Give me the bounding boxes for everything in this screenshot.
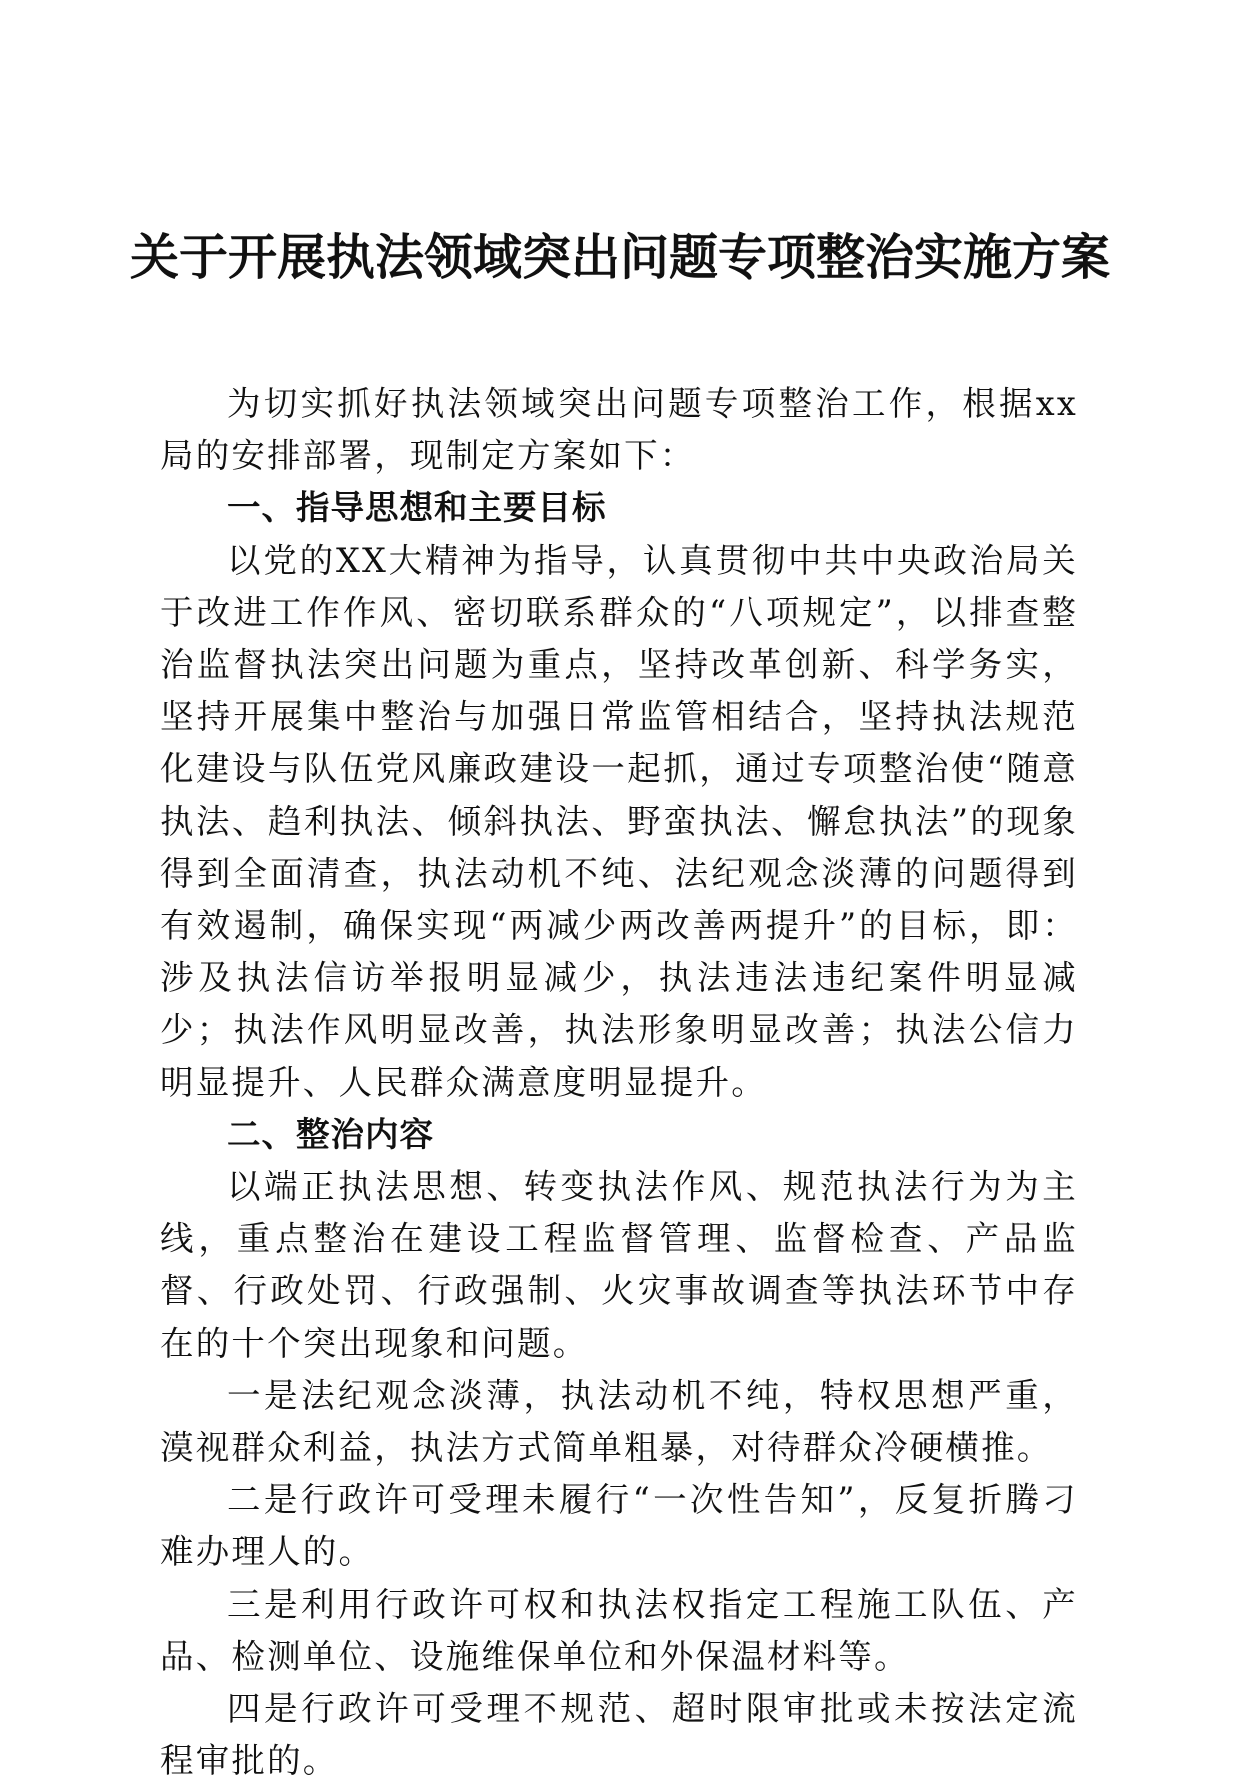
document-title: 关于开展执法领域突出问题专项整治实施方案 xyxy=(129,228,1110,286)
intro-paragraph: 为切实抓好执法领域突出问题专项整治工作，根据xx局的安排部署，现制定方案如下： xyxy=(160,384,1078,476)
section-heading-guiding-principles: 一、指导思想和主要目标 xyxy=(227,488,607,528)
issue-item-2: 二是行政许可受理未履行“一次性告知”，反复折腾刁难办理人的。 xyxy=(160,1480,1078,1572)
issue-item-1: 一是法纪观念淡薄，执法动机不纯，特权思想严重，漠视群众利益，执法方式简单粗暴，对待群众冷硬横推。 xyxy=(160,1375,1078,1468)
rectification-content-paragraph: 以端正执法思想、转变执法作风、规范执法行为为主线，重点整治在建设工程监督管理、监督检查、产品监督、行政处罚、行政强制、火灾事故调查等执法环节中存在的十个突出现象和问题。 xyxy=(160,1167,1078,1363)
document-body xyxy=(160,378,1078,1787)
issue-item-4: 四是行政许可受理不规范、超时限审批或未按法定流程审批的。 xyxy=(160,1689,1078,1781)
issue-item-3: 三是利用行政许可权和执法权指定工程施工队伍、产品、检测单位、设施维保单位和外保温材料等。 xyxy=(160,1584,1078,1676)
guiding-principles-paragraph: 以党的XX大精神为指导，认真贯彻中共中央政治局关于改进工作作风、密切联系群众的“八项规定”，以排查整治监督执法突出问题为重点，坚持改革创新、科学务实，坚持开展集中整治与加强日常监管相结合，坚持执法规范化建设与队伍党风廉政建设一起抓，通过专项整治使“随意执法、趋利执法、倾斜执法、野蛮执法、懈怠执法”的现象得到全面清查，执法动机不纯、法纪观念淡薄的问题得到有效遏制，确保实现“两减少两改善两提升”的目标，即：涉及执法信访举报明显减少，执法违法违纪案件明显减少；执法作风明显改善，执法形象明显改善；执法公信力明显提升、人民群众满意度明显提升。 xyxy=(160,540,1078,1102)
section-heading-rectification-content: 二、整治内容 xyxy=(227,1114,434,1154)
